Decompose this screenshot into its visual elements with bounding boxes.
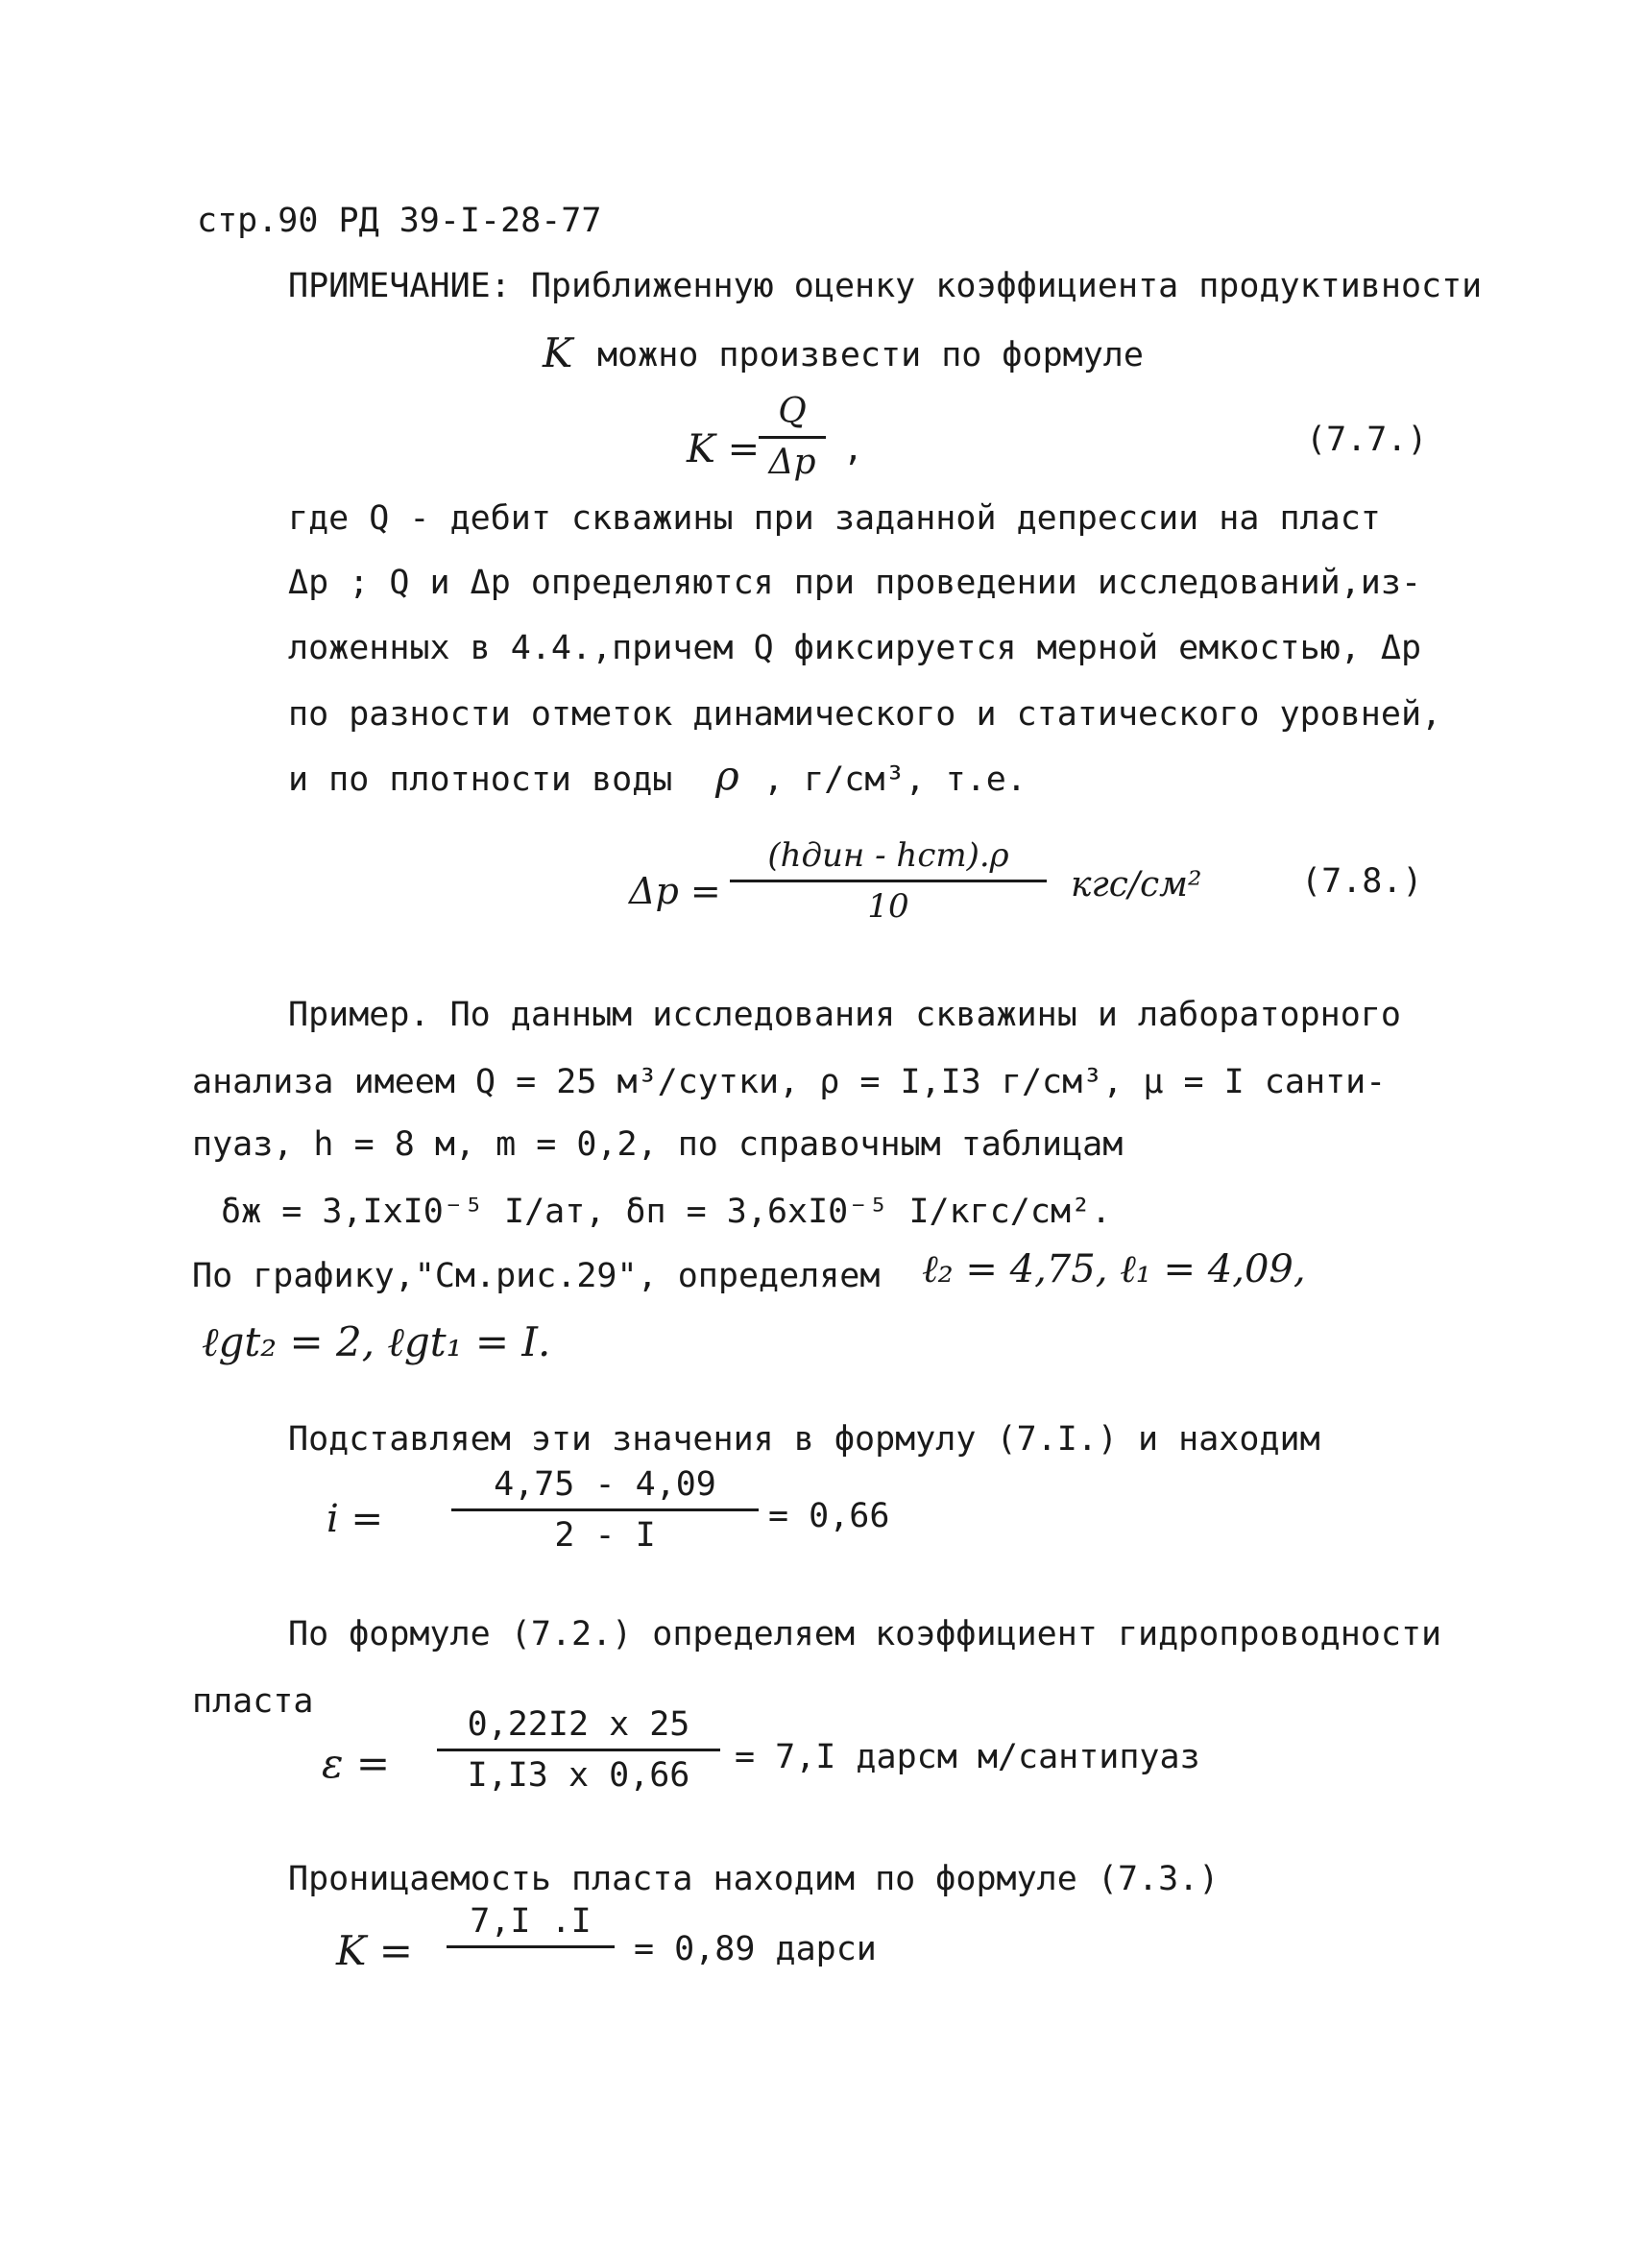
formula-k-result: = 0,89 дарси (634, 1930, 877, 1968)
formula-i-numerator: 4,75 - 4,09 (494, 1465, 716, 1504)
note-line-4: Δp ; Q и Δp определяются при проведении исследований,из- (288, 564, 1422, 602)
formula-7-8-numerator: (hдин - hст).ρ (767, 836, 1009, 875)
formula-epsilon-fraction (437, 1704, 720, 1796)
step-3-text: Проницаемость пласта находим по формуле (7.3.) (288, 1860, 1220, 1898)
example-line-2: анализа имеем Q = 25 м³/сутки, ρ = I,I3 г/см³, μ = I санти- (192, 1063, 1387, 1101)
formula-epsilon-denominator: I,I3 х 0,66 (467, 1756, 690, 1795)
formula-epsilon-lhs: ε = (322, 1740, 391, 1787)
fraction-bar (759, 436, 826, 439)
formula-i-denominator: 2 - I (554, 1516, 656, 1555)
step-1-text: Подставляем эти значения в формулу (7.I.) и находим (288, 1420, 1320, 1459)
formula-i-fraction (451, 1464, 759, 1556)
formula-epsilon-result: = 7,I дарсм м/сантипуаз (735, 1738, 1200, 1776)
note-line-7a: и по плотности воды (288, 760, 673, 799)
note-line-5: ложенных в 4.4.,причем Q фиксируется мерной емкостью, Δp (288, 629, 1422, 667)
formula-i-result: = 0,66 (768, 1497, 890, 1535)
example-line-1: Пример. По данным исследования скважины и лабораторного (288, 996, 1401, 1034)
page-reference: стр.90 РД 39-I-28-77 (197, 202, 602, 240)
note-line-2: можно произвести по формуле (597, 336, 1144, 374)
fraction-bar (730, 880, 1047, 882)
formula-7-7-fraction (759, 392, 826, 483)
step-2-text-1: По формуле (7.2.) определяем коэффициент гидропроводности (288, 1615, 1442, 1653)
formula-7-8-lhs: Δp = (629, 870, 721, 912)
note-line-3: где Q - дебит скважины при заданной депрессии на пласт (288, 499, 1381, 538)
formula-k-lhs: K = (336, 1927, 413, 1974)
formula-7-7-lhs: K = (687, 427, 761, 471)
example-line-6: ℓgt₂ = 2, ℓgt₁ = I. (202, 1318, 551, 1365)
example-line-3: пуаз, h = 8 м, m = 0,2, по справочным таблицам (192, 1125, 1124, 1164)
note-line-7b: , г/см³, т.е. (763, 760, 1027, 799)
formula-epsilon-numerator: 0,22I2 х 25 (467, 1705, 690, 1744)
formula-7-7-label: (7.7.) (1306, 421, 1428, 459)
formula-k-numerator: 7,I .I (470, 1902, 592, 1941)
formula-k-fraction (447, 1901, 615, 1952)
example-line-4: δж = 3,IхI0⁻⁵ I/ат, δп = 3,6хI0⁻⁵ I/кгс/см². (221, 1193, 1112, 1231)
formula-7-8-fraction (730, 835, 1047, 927)
fraction-bar (447, 1945, 615, 1948)
fraction-bar (451, 1508, 759, 1511)
note-line-6: по разности отметок динамического и статического уровней, (288, 695, 1442, 734)
formula-7-8-denominator: 10 (867, 887, 909, 926)
formula-7-8-unit: кгс/см² (1071, 865, 1202, 905)
formula-7-7-comma: , (843, 430, 864, 469)
formula-7-8-label: (7.8.) (1301, 862, 1423, 901)
formula-7-7-denominator: Δp (768, 443, 816, 482)
formula-7-7-numerator: Q (778, 392, 807, 431)
formula-i-lhs: i = (326, 1497, 384, 1541)
fraction-bar (437, 1749, 720, 1751)
example-line-5b: ℓ₂ = 4,75, ℓ₁ = 4,09, (922, 1247, 1306, 1291)
note-line-1: ПРИМЕЧАНИЕ: Приближенную оценку коэффициента продуктивности (288, 267, 1483, 305)
example-line-5a: По графику,"См.рис.29", определяем (192, 1257, 881, 1295)
k-symbol: K (543, 329, 573, 376)
step-2-text-2: пласта (192, 1682, 314, 1721)
rho-symbol: ρ (715, 752, 739, 799)
